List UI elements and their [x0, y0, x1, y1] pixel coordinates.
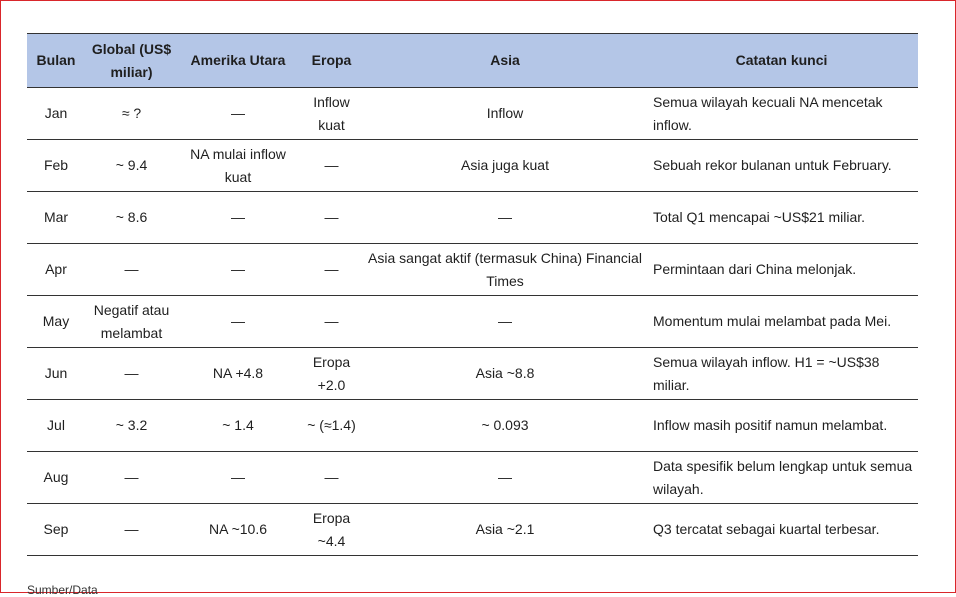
cell-bulan: Aug [27, 452, 85, 504]
cell-na: — [178, 192, 298, 244]
cell-note: Q3 tercatat sebagai kuartal terbesar. [645, 504, 918, 556]
table-row [27, 244, 918, 296]
cell-global: ~ 9.4 [85, 140, 178, 192]
cell-global: ~ 8.6 [85, 192, 178, 244]
cell-bulan: Jul [27, 400, 85, 452]
table-row [27, 348, 918, 400]
cell-asia: Inflow [365, 88, 645, 140]
cell-global: — [85, 452, 178, 504]
cell-note: Semua wilayah kecuali NA mencetak inflow. [645, 88, 918, 140]
cell-na: — [178, 452, 298, 504]
source-footer: Sumber/Data [27, 583, 98, 597]
cell-bulan: Feb [27, 140, 85, 192]
cell-asia: Asia sangat aktif (termasuk China) Financial Times [365, 244, 645, 296]
cell-note: Momentum mulai melambat pada Mei. [645, 296, 918, 348]
cell-eropa: Eropa ~4.4 [298, 504, 365, 556]
cell-asia: — [365, 192, 645, 244]
cell-na: — [178, 296, 298, 348]
cell-bulan: Apr [27, 244, 85, 296]
cell-na: NA mulai inflow kuat [178, 140, 298, 192]
cell-global: ≈ ? [85, 88, 178, 140]
col-header-amerika-utara: Amerika Utara [178, 34, 298, 88]
cell-global: Negatif atau melambat [85, 296, 178, 348]
table-row [27, 400, 918, 452]
col-header-eropa: Eropa [298, 34, 365, 88]
cell-eropa: — [298, 296, 365, 348]
cell-bulan: Sep [27, 504, 85, 556]
cell-eropa: — [298, 452, 365, 504]
cell-asia: Asia juga kuat [365, 140, 645, 192]
cell-na: — [178, 244, 298, 296]
table-row [27, 88, 918, 140]
cell-eropa: ~ (≈1.4) [298, 400, 365, 452]
cell-note: Permintaan dari China melonjak. [645, 244, 918, 296]
cell-na: ~ 1.4 [178, 400, 298, 452]
cell-eropa: — [298, 244, 365, 296]
cell-bulan: May [27, 296, 85, 348]
col-header-catatan: Catatan kunci [645, 34, 918, 88]
cell-bulan: Mar [27, 192, 85, 244]
cell-asia: Asia ~8.8 [365, 348, 645, 400]
cell-note: Sebuah rekor bulanan untuk February. [645, 140, 918, 192]
cell-eropa: Inflow kuat [298, 88, 365, 140]
cell-bulan: Jan [27, 88, 85, 140]
cell-note: Data spesifik belum lengkap untuk semua wilayah. [645, 452, 918, 504]
col-header-global: Global (US$ miliar) [85, 34, 178, 88]
cell-asia: — [365, 296, 645, 348]
cell-eropa: — [298, 192, 365, 244]
cell-note: Inflow masih positif namun melambat. [645, 400, 918, 452]
gold-flow-table [27, 33, 918, 556]
cell-eropa: — [298, 140, 365, 192]
cell-asia: — [365, 452, 645, 504]
cell-note: Total Q1 mencapai ~US$21 miliar. [645, 192, 918, 244]
cell-eropa: Eropa +2.0 [298, 348, 365, 400]
cell-global: — [85, 244, 178, 296]
cell-bulan: Jun [27, 348, 85, 400]
col-header-asia: Asia [365, 34, 645, 88]
cell-global: — [85, 504, 178, 556]
cell-note: Semua wilayah inflow. H1 = ~US$38 miliar. [645, 348, 918, 400]
table-row [27, 140, 918, 192]
table-row [27, 192, 918, 244]
cell-asia: ~ 0.093 [365, 400, 645, 452]
table-row [27, 452, 918, 504]
table-row [27, 296, 918, 348]
cell-na: — [178, 88, 298, 140]
cell-na: NA +4.8 [178, 348, 298, 400]
cell-na: NA ~10.6 [178, 504, 298, 556]
cell-global: — [85, 348, 178, 400]
col-header-bulan: Bulan [27, 34, 85, 88]
table-row [27, 504, 918, 556]
table-header-row [27, 34, 918, 88]
cell-global: ~ 3.2 [85, 400, 178, 452]
cell-asia: Asia ~2.1 [365, 504, 645, 556]
